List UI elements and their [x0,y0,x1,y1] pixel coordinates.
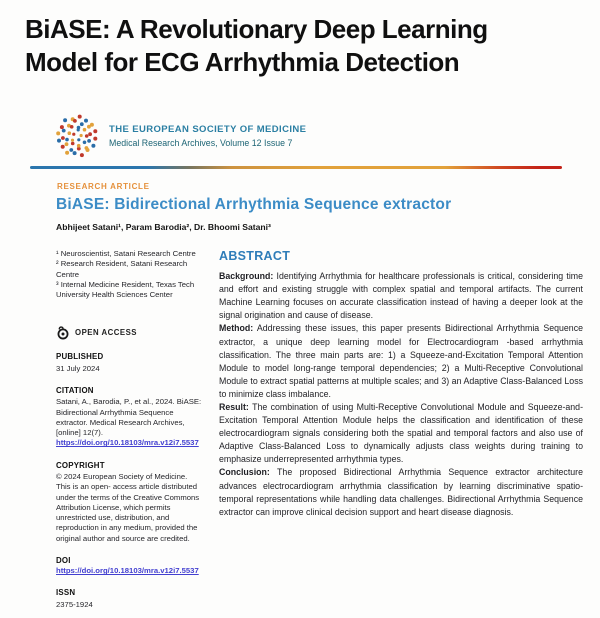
background-label: Background: [219,271,274,282]
doi-section [56,556,203,577]
abstract-heading: ABSTRACT [219,249,291,264]
citation-doi-link[interactable]: https://doi.org/10.18103/mra.v12i7.5537 [56,438,199,448]
conclusion-label: Conclusion: [219,467,270,478]
open-access-label: OPEN ACCESS [75,327,137,337]
copyright-heading: COPYRIGHT [56,460,105,470]
result-text: The combination of using Multi-Receptive Convolutional Module and Squeeze-and-Excitation Temporal Attention Module helps the classification and identification of these electrocardiogram signals considering both the spatial and temporal factors and also use of Adaptive Class-Balanced Loss to dynamically adjusts class weights during training to emphasize underrepresented arrhythmia types. [219,401,583,465]
citation-heading: CITATION [56,385,94,395]
open-access-lock-icon [56,325,70,340]
doi-link[interactable]: https://doi.org/10.18103/mra.v12i7.5537 [56,566,199,576]
published-section [56,352,203,374]
abstract-method-paragraph [219,322,583,401]
copyright-text: © 2024 European Society of Medicine. This is an open- access article distributed under the terms of the Creative Commons Attribution License, which permits unrestricted use, distribution, and reproduction in any medium, provided the original author and source are credited. [56,472,200,543]
abstract-body [219,270,583,519]
two-column-layout [56,249,583,610]
issn-heading: ISSN [56,588,76,598]
abstract-background-paragraph [219,270,583,322]
issn-section [56,588,203,610]
affiliation-2: ² Research Resident, Satani Research Centre [56,259,188,279]
conclusion-text: The proposed Bidirectional Arrhythmia Sequence extractor architecture advances electrocardiogram arrhythmia classification by learning discriminative spatio-temporal representations while handling data challenges. Bidirectional Arrhythmia Sequence extractor can improve clinical decision support and heart disease diagnosis. [219,467,583,517]
journal-header [54,113,600,159]
citation-text: Satani, A., Barodia, P., et al., 2024. BiASE: Bidirectional Arrhythmia Sequence extractor. Medical Research Archives, [online] 12(7). [56,397,202,438]
article-title: BiASE: Bidirectional Arrhythmia Sequence extractor [56,196,452,214]
abstract-conclusion-paragraph [219,466,583,518]
open-access-row [56,325,203,340]
society-dot-rosette-logo [54,113,100,159]
background-text: Identifying Arrhythmia for healthcare professionals is critical, considering time and effort and existing struggle with complex spatial and temporal artifacts. The current Machine Learning focuses on accurate classification instead of having a deeper look at the signal origination and cause of disease. [219,271,583,321]
journal-header-text [109,124,306,148]
affiliation-1: ¹ Neuroscientist, Satani Research Centre [56,249,196,259]
published-date: 31 July 2024 [56,363,100,373]
abstract-result-paragraph [219,401,583,466]
result-label: Result: [219,401,249,412]
method-text: Addressing these issues, this paper presents Bidirectional Arrhythmia Sequence extractor, a unique deep learning model for Electrocardiogram -based arrhythmia classification. The three main parts are: 1) a Squeeze-and-Excitation Temporal Attention Module to model long-range temporal dependencies; 2) a Multi-Receptive Convolutional Module to extract spatial patterns at multiple scales; and 3) an Adaptive Class-Balanced Loss to minimize class imbalance. [219,323,583,399]
gradient-divider [30,166,562,170]
sidebar-metadata-column [56,249,203,610]
issn-value: 2375-1924 [56,599,93,609]
copyright-section [56,461,203,544]
method-label: Method: [219,323,254,334]
affiliation-3: ³ Internal Medicine Resident, Texas Tech University Health Sciences Center [56,279,195,299]
page-title: BiASE: A Revolutionary Deep Learning Model for ECG Arrhythmia Detection [25,14,488,78]
doi-heading: DOI [56,555,71,565]
research-article-kicker: RESEARCH ARTICLE [57,182,150,192]
published-heading: PUBLISHED [56,352,104,362]
journal-volume-line: Medical Research Archives, Volume 12 Issue 7 [109,137,293,148]
citation-section [56,386,203,449]
abstract-column [219,249,583,519]
authors-line: Abhijeet Satani¹, Param Barodia², Dr. Bhoomi Satani³ [56,222,271,233]
society-name: THE EUROPEAN SOCIETY OF MEDICINE [109,123,307,135]
